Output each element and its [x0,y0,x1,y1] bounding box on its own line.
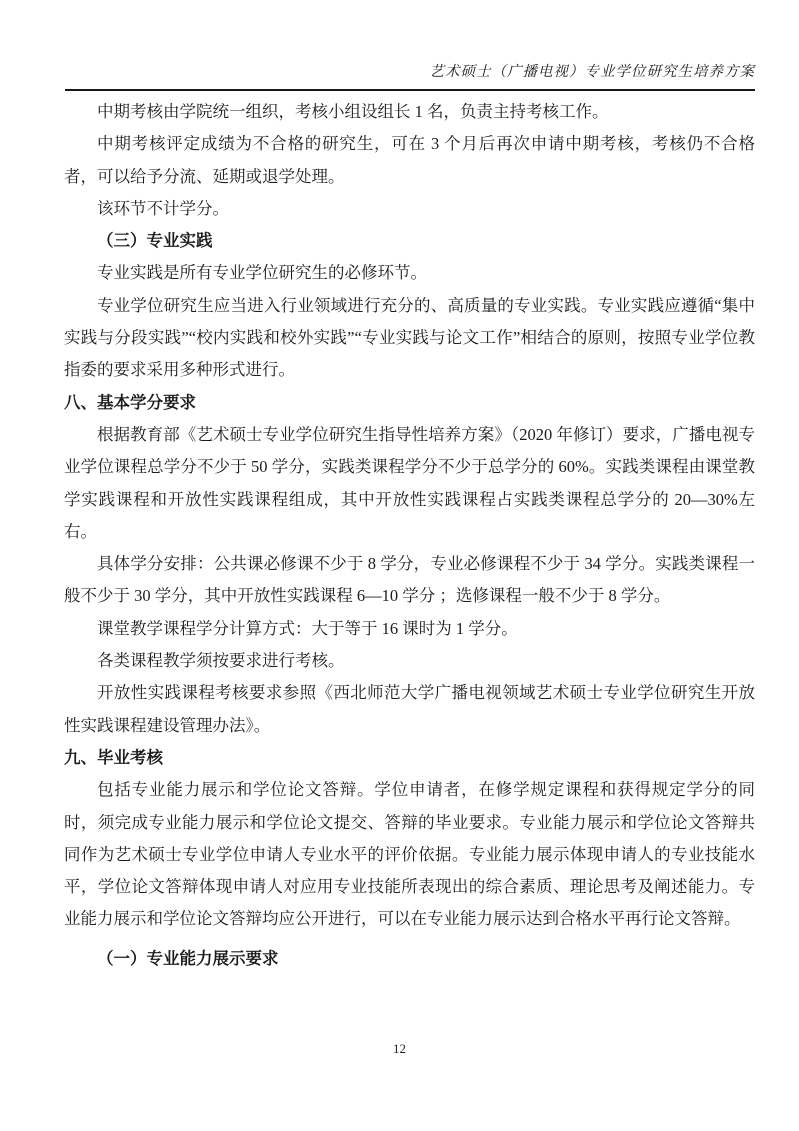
document-body [64,96,755,975]
header-rule [65,89,755,91]
heading-graduation-assessment: 九、毕业考核 [64,748,163,767]
heading-professional-practice: （三）专业实践 [97,232,213,251]
paragraph-midterm-org: 中期考核由学院统一组织，考核小组设组长 1 名，负责主持考核工作。 [97,102,609,121]
page-footer [0,1041,799,1057]
paragraph-course-assessment: 各类课程教学须按要求进行考核。 [97,651,345,671]
page-number: 12 [393,1041,406,1056]
paragraph-graduation-detail: 包括专业能力展示和学位论文答辩。学位申请者，在修学规定课程和获得规定学分的同时，须完成专业能力展示和学位论文提交、答辩的毕业要求。专业能力展示和学位论文答辩共同作为艺术硕士专业学位申请人专业水平的评价依据。专业能力展示体现申请人的专业技能水平，学位论文答辩体现申请人对应用专业技能所表现出的综合素质、理论思考及阐述能力。专业能力展示和学位论文答辩均应公开进行，可以在专业能力展示达到合格水平再行论文答辩。 [64,780,755,929]
paragraph-midterm-fail: 中期考核评定成绩为不合格的研究生，可在 3 个月后再次申请中期考核，考核仍不合格者，可以给予分流、延期或退学处理。 [64,134,755,186]
running-header-title: 艺术硕士（广播电视）专业学位研究生培养方案 [429,64,755,80]
paragraph-practice-required: 专业实践是所有专业学位研究生的必修环节。 [97,263,427,283]
heading-ability-display-req: （一）专业能力展示要求 [97,949,279,968]
paragraph-practice-principles: 专业学位研究生应当进入行业领域进行充分的、高质量的专业实践。专业实践应遵循“集中实践与分段实践”“校内实践和校外实践”“专业实践与论文工作”相结合的原则，按照专业学位教指委的要求采用多种形式进行。 [64,295,755,380]
paragraph-open-practice-ref: 开放性实践课程考核要求参照《西北师范大学广播电视领域艺术硕士专业学位研究生开放性实践课程建设管理办法》。 [64,683,755,735]
heading-credit-requirements: 八、基本学分要求 [64,393,196,412]
paragraph-credit-breakdown: 具体学分安排：公共课必修课不少于 8 学分，专业必修课程不少于 34 学分。实践类课程一般不少于 30 学分，其中开放性实践课程 6—10 学分 ；选修课程一般不少于 8 学分。 [64,554,755,606]
paragraph-credit-overview: 根据教育部《艺术硕士专业学位研究生指导性培养方案》（2020 年修订）要求，广播电视专业学位课程总学分不少于 50 学分，实践类课程学分不少于总学分的 60%。实践类课程由课堂教学实践课程和开放性实践课程组成，其中开放性实践课程占实践类课程总学分的 20—30%左右。 [64,424,755,541]
paragraph-credit-calculation: 课堂教学课程学分计算方式：大于等于 16 课时为 1 学分。 [97,618,518,638]
paragraph-no-credit: 该环节不计学分。 [97,198,229,218]
